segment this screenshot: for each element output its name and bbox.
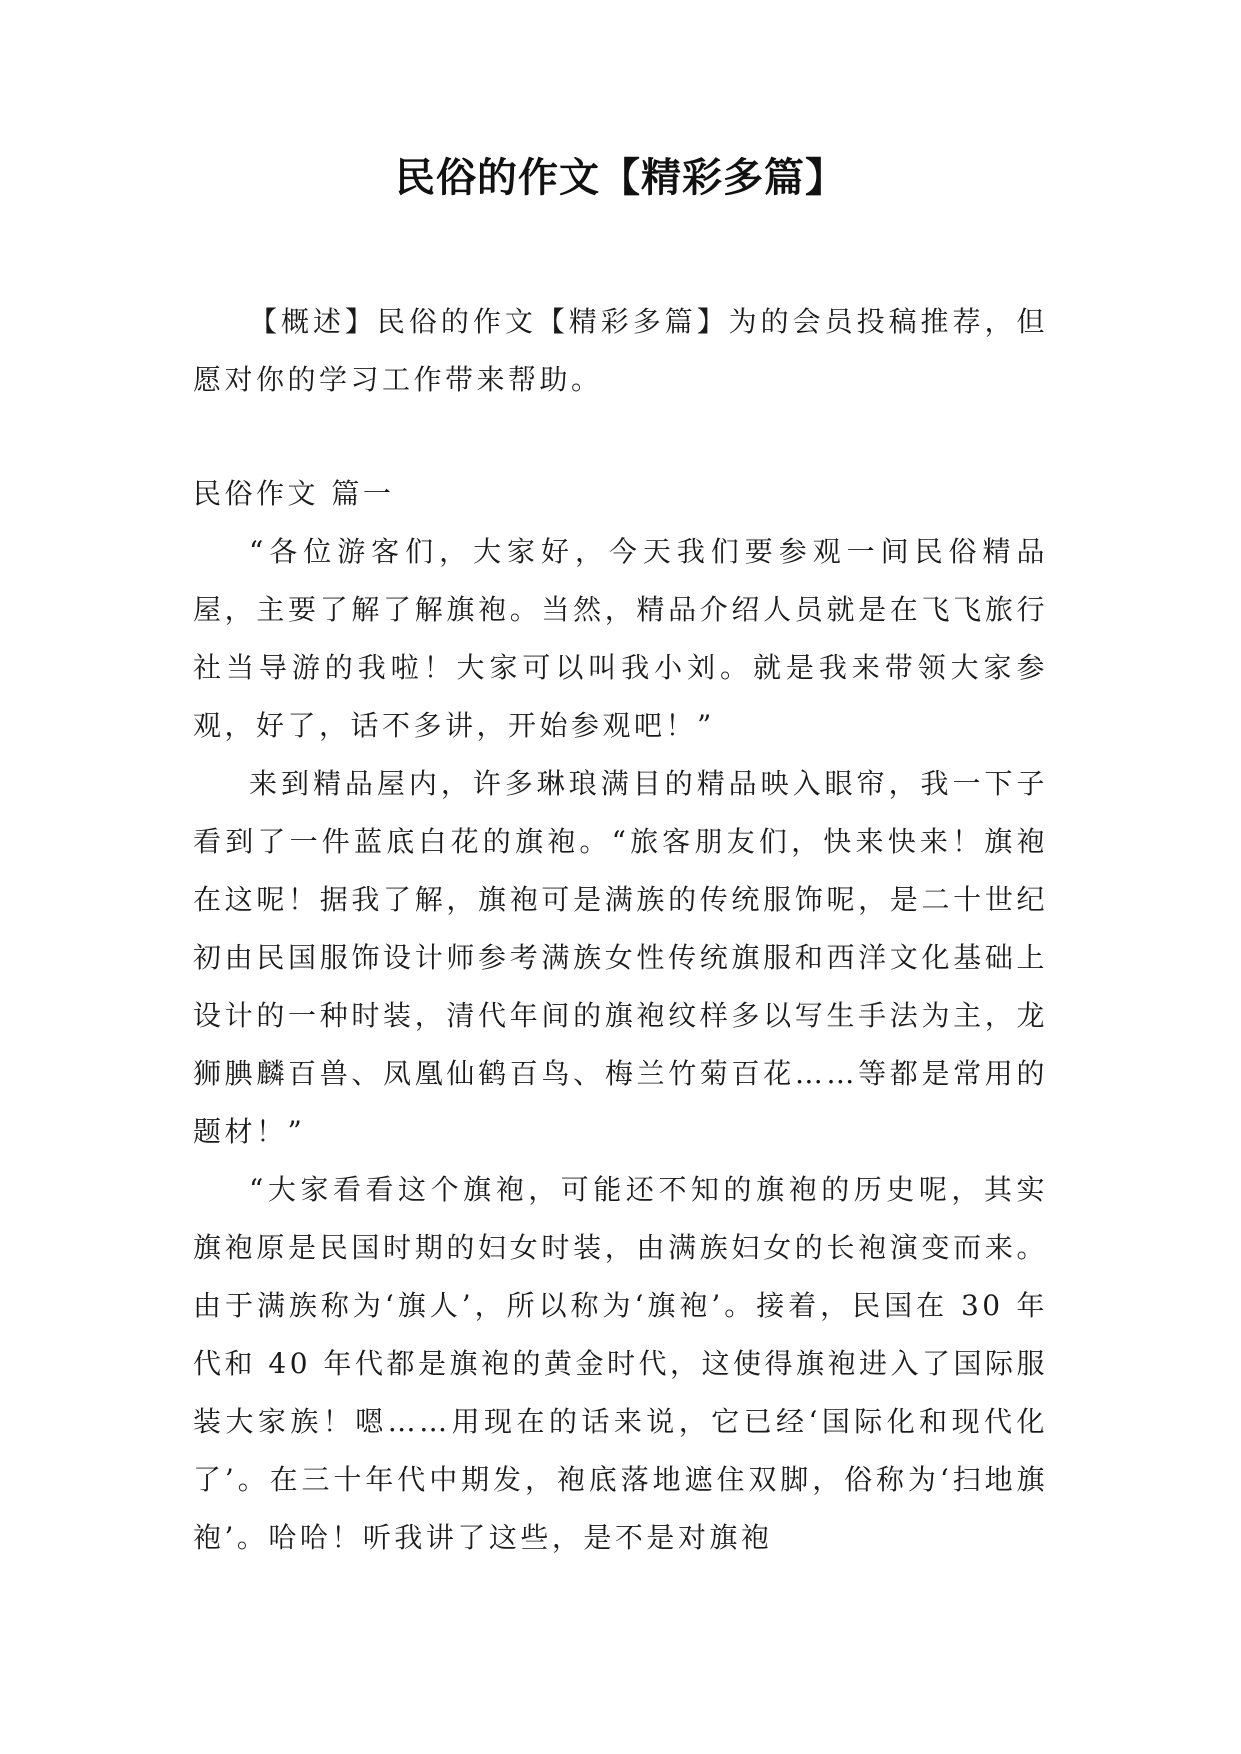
document-title: 民俗的作文【精彩多篇】 — [395, 155, 846, 201]
paragraph: “大家看看这个旗袍，可能还不知的旗袍的历史呢，其实旗袍原是民国时期的妇女时装，由满族妇女的长袍演变而来。由于满族称为‘旗人’，所以称为‘旗袍’。接着，民国在 30 年代和 40 年代都是旗袍的黄金时代，这使得旗袍进入了国际服装大家族！嗯……用现在的话来说，它已经‘国际化和现代化了’。在三十年代中期发，袍底落地遮住双脚，俗称为‘扫地旗袍’。哈哈！听我讲了这些，是不是对旗袍 — [193, 1173, 1048, 1554]
paragraph: 来到精品屋内，许多琳琅满目的精品映入眼帘，我一下子看到了一件蓝底白花的旗袍。“旅客朋友们，快来快来！旗袍在这呢！据我了解，旗袍可是满族的传统服饰呢，是二十世纪初由民国服饰设计师参考满族女性传统旗服和西洋文化基础上设计的一种时装，清代年间的旗袍纹样多以写生手法为主，龙狮腆麟百兽、凤凰仙鹤百鸟、梅兰竹菊百花……等都是常用的题材！” — [193, 767, 1048, 1148]
article-body — [193, 523, 1048, 1567]
section-heading: 民俗作文 篇一 — [193, 477, 395, 510]
paragraph: “各位游客们，大家好，今天我们要参观一间民俗精品屋，主要了解了解旗袍。当然，精品介绍人员就是在飞飞旅行社当导游的我啦！大家可以叫我小刘。就是我来带领大家参观，好了，话不多讲，开始参观吧！” — [193, 535, 1048, 742]
abstract-paragraph: 【概述】民俗的作文【精彩多篇】为的会员投稿推荐，但愿对你的学习工作带来帮助。 — [193, 305, 1048, 396]
